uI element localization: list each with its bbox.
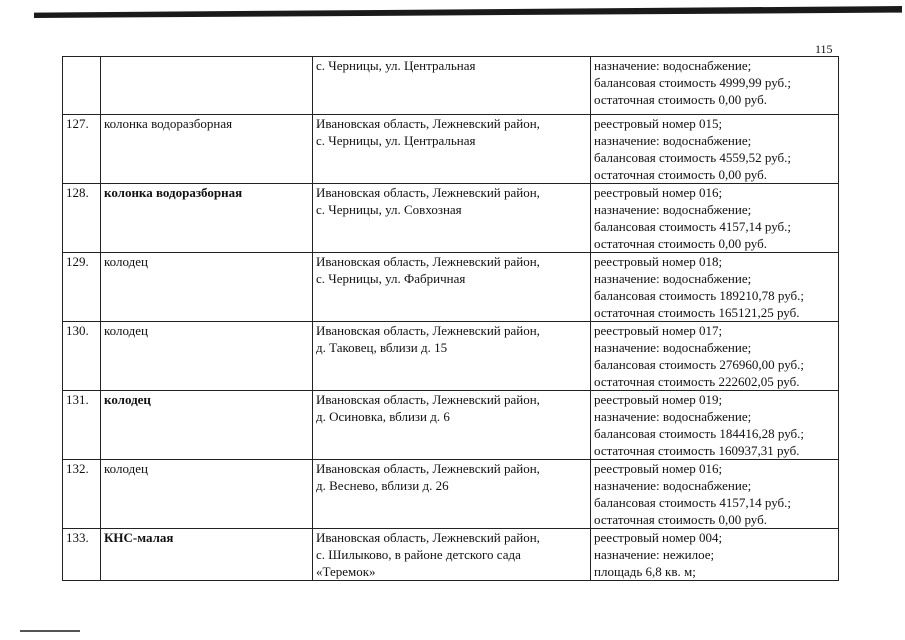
table-row bbox=[63, 57, 839, 115]
row-number: 131. bbox=[63, 391, 101, 460]
address-line: Ивановская область, Лежневский район, bbox=[316, 254, 540, 269]
page-number: 115 bbox=[815, 42, 833, 56]
table-row bbox=[63, 391, 839, 460]
address-line: Ивановская область, Лежневский район, bbox=[316, 461, 540, 476]
object-name: колодец bbox=[101, 253, 313, 322]
object-details bbox=[591, 322, 839, 391]
detail-line: площадь 6,8 кв. м; bbox=[594, 564, 696, 579]
detail-line: остаточная стоимость 222602,05 руб. bbox=[594, 374, 800, 389]
object-details bbox=[591, 460, 839, 529]
address-line: Ивановская область, Лежневский район, bbox=[316, 116, 540, 131]
address-line: д. Таковец, вблизи д. 15 bbox=[316, 340, 448, 355]
detail-line: назначение: водоснабжение; bbox=[594, 409, 752, 424]
object-details bbox=[591, 115, 839, 184]
row-number: 130. bbox=[63, 322, 101, 391]
detail-line: назначение: водоснабжение; bbox=[594, 271, 752, 286]
detail-line: реестровый номер 004; bbox=[594, 530, 723, 545]
detail-line: остаточная стоимость 165121,25 руб. bbox=[594, 305, 800, 320]
address-line: «Теремок» bbox=[316, 564, 376, 579]
address-line: с. Шилыково, в районе детского сада bbox=[316, 547, 521, 562]
object-address bbox=[313, 529, 591, 581]
table-row bbox=[63, 460, 839, 529]
object-address bbox=[313, 184, 591, 253]
object-details bbox=[591, 529, 839, 581]
detail-line: назначение: водоснабжение; bbox=[594, 133, 752, 148]
detail-line: остаточная стоимость 160937,31 руб. bbox=[594, 443, 800, 458]
row-number bbox=[63, 57, 101, 115]
object-details bbox=[591, 391, 839, 460]
object-details bbox=[591, 57, 839, 115]
property-table-body bbox=[63, 57, 839, 581]
object-details bbox=[591, 253, 839, 322]
detail-line: балансовая стоимость 184416,28 руб.; bbox=[594, 426, 804, 441]
address-line: Ивановская область, Лежневский район, bbox=[316, 392, 540, 407]
detail-line: назначение: водоснабжение; bbox=[594, 478, 752, 493]
object-name: КНС-малая bbox=[101, 529, 313, 581]
table-row bbox=[63, 322, 839, 391]
row-number: 127. bbox=[63, 115, 101, 184]
row-number: 128. bbox=[63, 184, 101, 253]
table-row bbox=[63, 253, 839, 322]
object-address bbox=[313, 460, 591, 529]
detail-line: остаточная стоимость 0,00 руб. bbox=[594, 167, 767, 182]
detail-line: балансовая стоимость 276960,00 руб.; bbox=[594, 357, 804, 372]
row-number: 133. bbox=[63, 529, 101, 581]
detail-line: реестровый номер 017; bbox=[594, 323, 723, 338]
detail-line: балансовая стоимость 4999,99 руб.; bbox=[594, 75, 791, 90]
detail-line: реестровый номер 015; bbox=[594, 116, 723, 131]
detail-line: балансовая стоимость 189210,78 руб.; bbox=[594, 288, 804, 303]
object-name: колодец bbox=[101, 391, 313, 460]
table-row bbox=[63, 184, 839, 253]
detail-line: остаточная стоимость 0,00 руб. bbox=[594, 236, 767, 251]
address-line: Ивановская область, Лежневский район, bbox=[316, 323, 540, 338]
detail-line: назначение: нежилое; bbox=[594, 547, 715, 562]
detail-line: реестровый номер 016; bbox=[594, 185, 723, 200]
detail-line: балансовая стоимость 4157,14 руб.; bbox=[594, 495, 791, 510]
table-row bbox=[63, 529, 839, 581]
detail-line: назначение: водоснабжение; bbox=[594, 58, 752, 73]
object-name: колонка водоразборная bbox=[101, 184, 313, 253]
address-line: д. Осиновка, вблизи д. 6 bbox=[316, 409, 450, 424]
detail-line: назначение: водоснабжение; bbox=[594, 340, 752, 355]
object-name: колонка водоразборная bbox=[101, 115, 313, 184]
address-line: с. Черницы, ул. Фабричная bbox=[316, 271, 466, 286]
address-line: Ивановская область, Лежневский район, bbox=[316, 530, 540, 545]
address-line: с. Черницы, ул. Центральная bbox=[316, 133, 476, 148]
object-name: колодец bbox=[101, 322, 313, 391]
detail-line: балансовая стоимость 4559,52 руб.; bbox=[594, 150, 791, 165]
address-line: с. Черницы, ул. Центральная bbox=[316, 58, 476, 73]
detail-line: остаточная стоимость 0,00 руб. bbox=[594, 92, 767, 107]
address-line: Ивановская область, Лежневский район, bbox=[316, 185, 540, 200]
detail-line: реестровый номер 018; bbox=[594, 254, 723, 269]
detail-line: остаточная стоимость 0,00 руб. bbox=[594, 512, 767, 527]
table-row bbox=[63, 115, 839, 184]
object-address bbox=[313, 57, 591, 115]
detail-line: балансовая стоимость 4157,14 руб.; bbox=[594, 219, 791, 234]
property-table bbox=[62, 56, 839, 581]
row-number: 132. bbox=[63, 460, 101, 529]
object-address bbox=[313, 391, 591, 460]
object-name bbox=[101, 57, 313, 115]
object-address bbox=[313, 115, 591, 184]
object-details bbox=[591, 184, 839, 253]
object-address bbox=[313, 253, 591, 322]
object-name: колодец bbox=[101, 460, 313, 529]
address-line: д. Веснево, вблизи д. 26 bbox=[316, 478, 449, 493]
detail-line: реестровый номер 019; bbox=[594, 392, 723, 407]
detail-line: реестровый номер 016; bbox=[594, 461, 723, 476]
address-line: с. Черницы, ул. Совхозная bbox=[316, 202, 462, 217]
scan-bottom-mark bbox=[20, 630, 80, 632]
detail-line: назначение: водоснабжение; bbox=[594, 202, 752, 217]
object-address bbox=[313, 322, 591, 391]
row-number: 129. bbox=[63, 253, 101, 322]
scan-top-edge bbox=[34, 6, 902, 18]
